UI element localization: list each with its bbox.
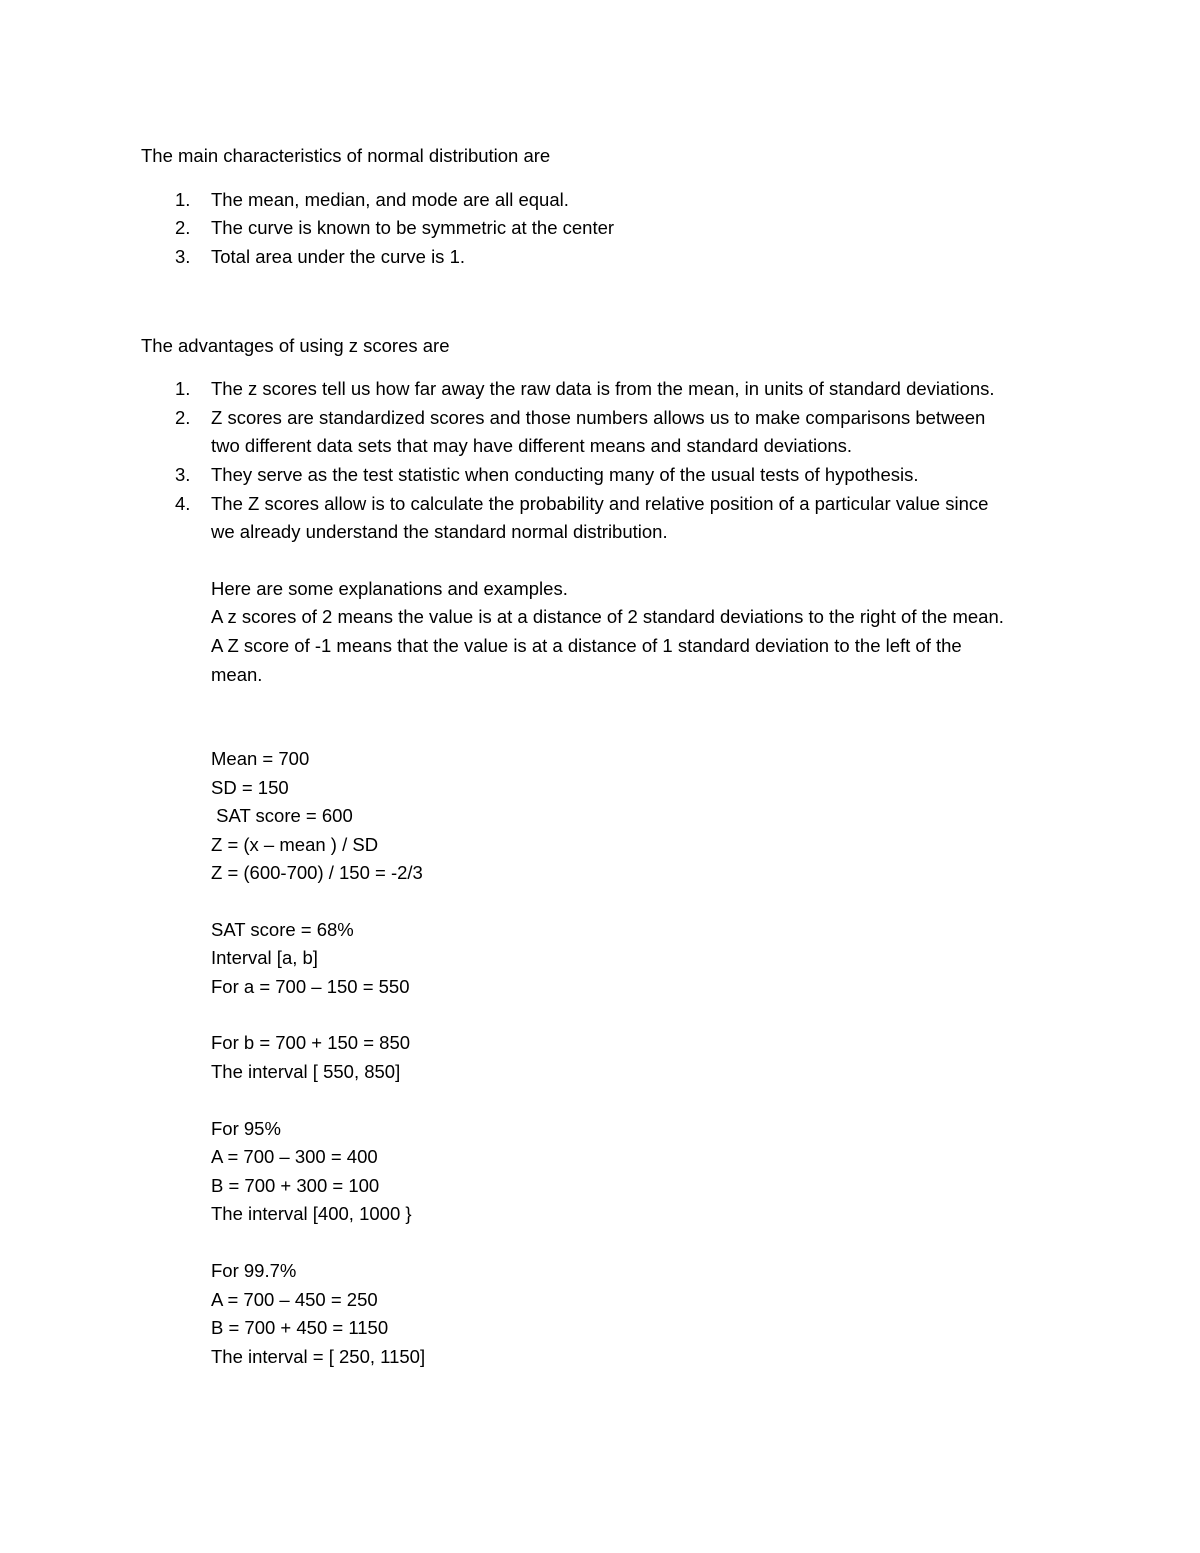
- calc-sd: SD = 150: [211, 777, 289, 798]
- list-item: The curve is known to be symmetric at the center: [211, 217, 615, 238]
- interval997-b: B = 700 + 450 = 1150: [211, 1317, 389, 1338]
- calc-z-result: Z = (600-700) / 150 = -2/3: [211, 862, 423, 883]
- list-item: The mean, median, and mode are all equal.: [211, 189, 569, 210]
- calc-z-formula: Z = (x – mean ) / SD: [211, 834, 379, 855]
- explanation-line: Here are some explanations and examples.: [211, 578, 568, 599]
- interval95-b: B = 700 + 300 = 100: [211, 1175, 380, 1196]
- interval68-a: For a = 700 – 150 = 550: [211, 976, 410, 997]
- calc-mean: Mean = 700: [211, 748, 310, 769]
- interval95-title: For 95%: [211, 1118, 281, 1139]
- list-item: Total area under the curve is 1.: [211, 246, 466, 267]
- interval68-interval: Interval [a, b]: [211, 947, 318, 968]
- interval68-title: SAT score = 68%: [211, 919, 354, 940]
- list-item-number: 4.: [175, 493, 191, 514]
- list-item-number: 1.: [175, 189, 191, 210]
- interval68-b: For b = 700 + 150 = 850: [211, 1032, 411, 1053]
- section2-heading: The advantages of using z scores are: [141, 335, 450, 356]
- list-item-number: 2.: [175, 217, 191, 238]
- interval997-result: The interval = [ 250, 1150]: [211, 1346, 426, 1367]
- calc-sat-score: SAT score = 600: [211, 805, 353, 826]
- explanation-line: A Z score of -1 means that the value is at a distance of 1 standard deviation to the left of the: [211, 635, 962, 656]
- list-item: Z scores are standardized scores and those numbers allows us to make comparisons between: [211, 407, 986, 428]
- list-item-number: 1.: [175, 378, 191, 399]
- list-item: The Z scores allow is to calculate the probability and relative position of a particular value since: [211, 493, 989, 514]
- list-item-number: 3.: [175, 464, 191, 485]
- interval95-a: A = 700 – 300 = 400: [211, 1146, 378, 1167]
- list-item: The z scores tell us how far away the raw data is from the mean, in units of standard deviations.: [211, 378, 995, 399]
- list-item-number: 3.: [175, 246, 191, 267]
- interval997-title: For 99.7%: [211, 1260, 297, 1281]
- list-item-continuation: two different data sets that may have different means and standard deviations.: [211, 435, 853, 456]
- interval997-a: A = 700 – 450 = 250: [211, 1289, 378, 1310]
- section1-heading: The main characteristics of normal distribution are: [141, 145, 551, 166]
- interval68-result: The interval [ 550, 850]: [211, 1061, 401, 1082]
- list-item-number: 2.: [175, 407, 191, 428]
- list-item-continuation: we already understand the standard normal distribution.: [211, 521, 668, 542]
- list-item: They serve as the test statistic when conducting many of the usual tests of hypothesis.: [211, 464, 919, 485]
- explanation-line: A z scores of 2 means the value is at a distance of 2 standard deviations to the right of the mean.: [211, 606, 1004, 627]
- interval95-result: The interval [400, 1000 }: [211, 1203, 412, 1224]
- explanation-line: mean.: [211, 664, 263, 685]
